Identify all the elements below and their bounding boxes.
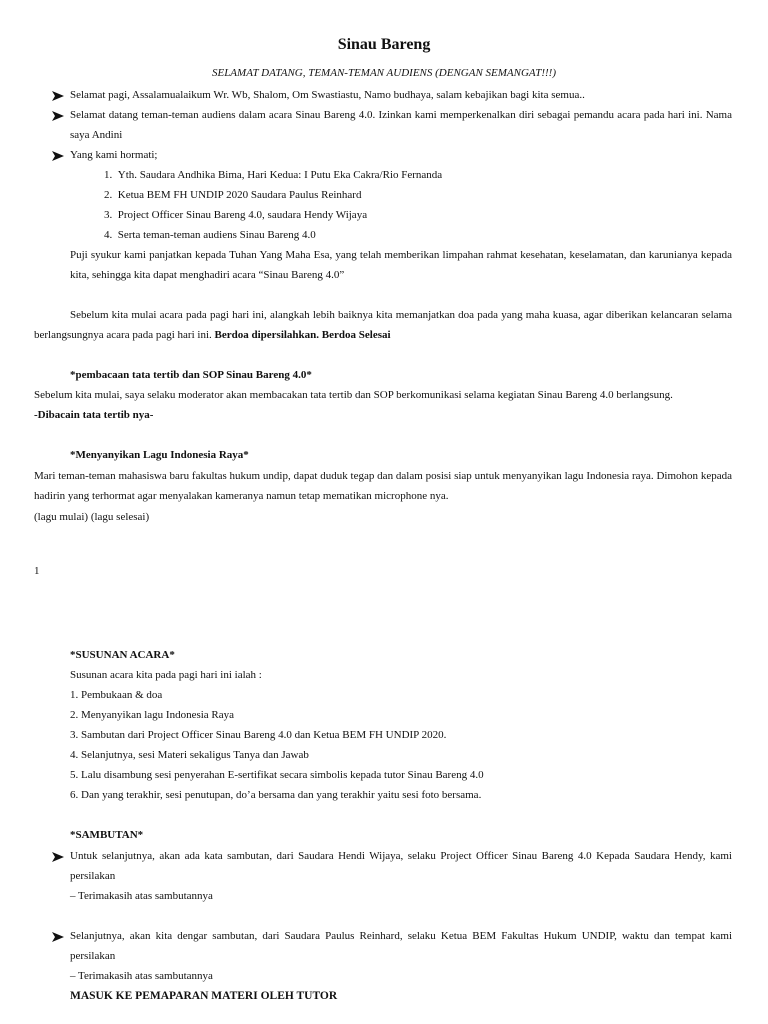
- opening-line-1: Selamat pagi, Assalamualaikum Wr. Wb, Shalom, Om Swastiastu, Namo budhaya, salam kebajikan bagi kita semua..: [70, 89, 585, 101]
- schedule-item-3: 3. Sambutan dari Project Officer Sinau Bareng 4.0 dan Ketua BEM FH UNDIP 2020.: [70, 729, 447, 741]
- schedule-item-2: 2. Menyanyikan lagu Indonesia Raya: [70, 709, 235, 721]
- honored-item-1: 1. Yth. Saudara Andhika Bima, Hari Kedua: I Putu Eka Cakra/Rio Fernanda: [104, 169, 443, 181]
- anthem-note: (lagu mulai) (lagu selesai): [34, 511, 150, 523]
- speech-2-thanks: – Terimakasih atas sambutannya: [70, 970, 213, 982]
- opening-line-3: Yang kami hormati;: [70, 149, 158, 161]
- honored-item-3: 3. Project Officer Sinau Bareng 4.0, saudara Hendy Wijaya: [104, 209, 368, 221]
- schedule-heading: *SUSUNAN ACARA*: [70, 649, 175, 661]
- prayer-paragraph: [34, 305, 732, 345]
- material-heading: MASUK KE PEMAPARAN MATERI OLEH TUTOR: [70, 990, 338, 1002]
- prayer-text: Sebelum kita mulai acara pada pagi hari ini, alangkah lebih baiknya kita memanjatkan doa pada yang maha kuasa, agar diberikan kelancaran selama berlangsungnya acara pada pagi hari ini.: [34, 309, 732, 341]
- arrowhead-bullet-icon: [52, 111, 64, 121]
- gratitude-paragraph: Puji syukur kami panjatkan kepada Tuhan Yang Maha Esa, yang telah memberikan limpahan rahmat kesehatan, keselamatan, dan karunianya kepada kita, sehingga kita dapat menghadiri acara “Sinau Bareng 4.0”: [70, 249, 732, 281]
- schedule-intro: Susunan acara kita pada pagi hari ini ialah :: [70, 669, 262, 681]
- schedule-item-1: 1. Pembukaan & doa: [70, 689, 163, 701]
- rules-heading: *pembacaan tata tertib dan SOP Sinau Bareng 4.0*: [70, 369, 312, 381]
- opening-line-2: Selamat datang teman-teman audiens dalam acara Sinau Bareng 4.0. Izinkan kami memperkenalkan diri sebagai pemandu acara pada hari ini. Nama saya Andini: [70, 109, 732, 141]
- prayer-bold-text: Berdoa dipersilahkan. Berdoa Selesai: [214, 329, 391, 341]
- document-subtitle: SELAMAT DATANG, TEMAN-TEMAN AUDIENS (DENGAN SEMANGAT!!!): [211, 67, 557, 79]
- speech-heading: *SAMBUTAN*: [70, 829, 144, 841]
- arrowhead-bullet-icon: [52, 91, 64, 101]
- arrowhead-bullet-icon: [52, 151, 64, 161]
- honored-item-4: 4. Serta teman-teman audiens Sinau Bareng 4.0: [104, 229, 316, 241]
- schedule-item-6: 6. Dan yang terakhir, sesi penutupan, do’a bersama dan yang terakhir yaitu sesi foto bersama.: [70, 789, 482, 801]
- speech-2-text: Selanjutnya, akan kita dengar sambutan, dari Saudara Paulus Reinhard, selaku Ketua BEM Fakultas Hukum UNDIP, waktu dan tempat kami persilakan: [70, 930, 732, 962]
- anthem-heading: *Menyanyikan Lagu Indonesia Raya*: [70, 449, 249, 461]
- honored-item-2: 2. Ketua BEM FH UNDIP 2020 Saudara Paulus Reinhard: [104, 189, 362, 201]
- speech-1-thanks: – Terimakasih atas sambutannya: [70, 890, 213, 902]
- document-title: Sinau Bareng: [337, 36, 431, 53]
- schedule-item-4: 4. Selanjutnya, sesi Materi sekaligus Tanya dan Jawab: [70, 749, 309, 761]
- anthem-paragraph: Mari teman-teman mahasiswa baru fakultas hukum undip, dapat duduk tegap dan dalam posisi siap untuk menyanyikan lagu Indonesia raya. Dimohon kepada hadirin yang terhormat agar menyalakan kameranya namun tetap mematikan microphone nya.: [34, 470, 732, 502]
- arrowhead-bullet-icon: [52, 852, 64, 862]
- arrowhead-bullet-icon: [52, 932, 64, 942]
- page-number: 1: [34, 565, 40, 577]
- schedule-item-5: 5. Lalu disambung sesi penyerahan E-sertifikat secara simbolis kepada tutor Sinau Bareng 4.0: [70, 769, 484, 781]
- rules-bold-note: -Dibacain tata tertib nya-: [34, 409, 154, 421]
- speech-1-text: Untuk selanjutnya, akan ada kata sambutan, dari Saudara Hendi Wijaya, selaku Project Officer Sinau Bareng 4.0 Kepada Saudara Hendy, kami persilakan: [70, 850, 732, 882]
- rules-text: Sebelum kita mulai, saya selaku moderator akan membacakan tata tertib dan SOP berkomunikasi selama kegiatan Sinau Bareng 4.0 berlangsung.: [34, 389, 673, 401]
